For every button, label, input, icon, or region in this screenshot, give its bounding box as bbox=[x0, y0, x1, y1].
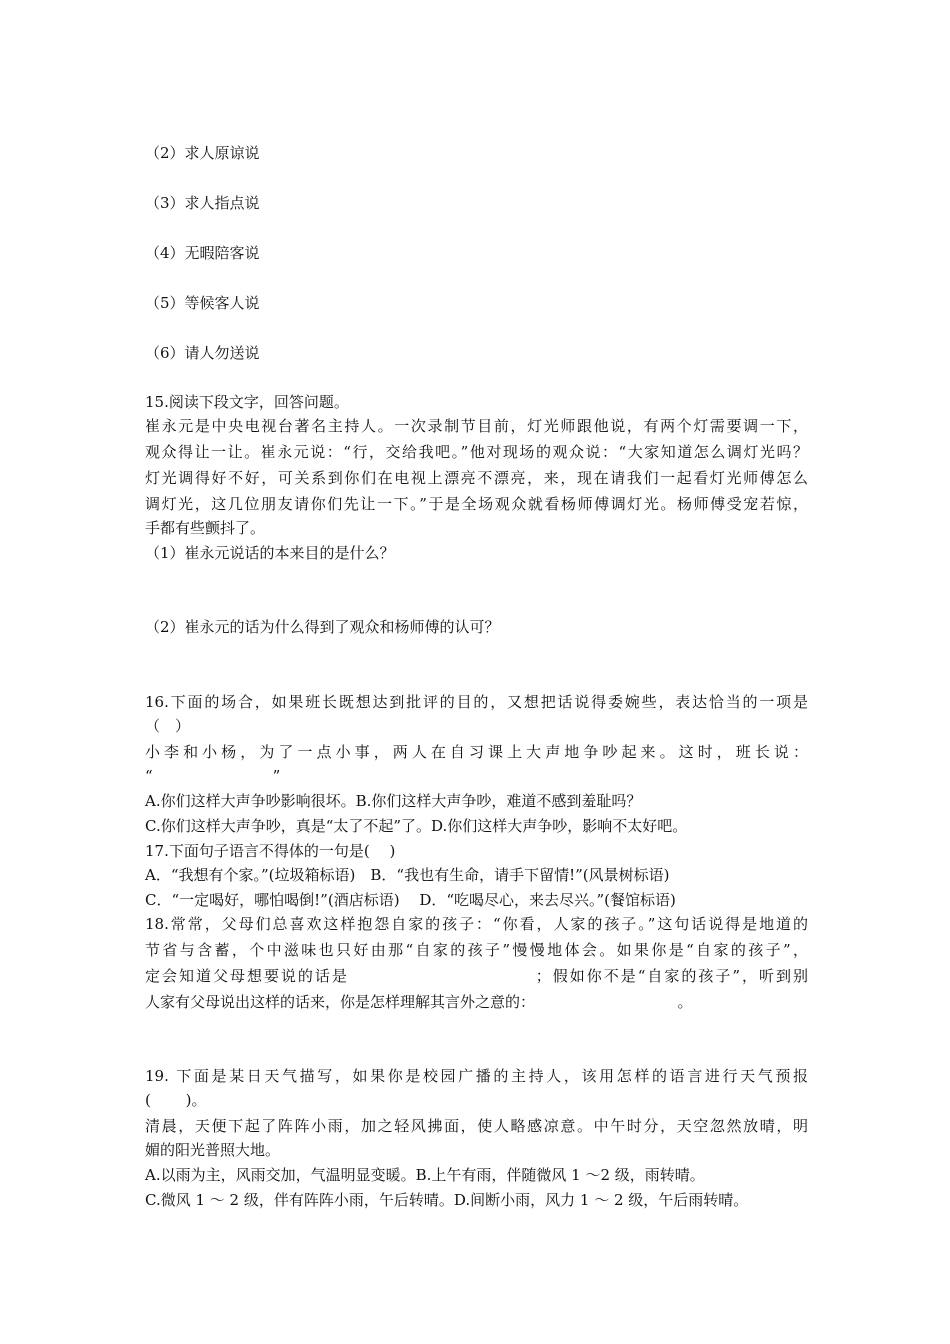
q18-line: 人家有父母说出这样的话来，你是怎样理解其言外之意的： 。 bbox=[145, 993, 693, 1011]
q15-sub-question-2: （2）崔永元的话为什么得到了观众和杨师傅的认可？ bbox=[145, 618, 500, 636]
q16-context: 小李和小杨，为了一点小事，两人在自习课上大声地争吵起来。这时，班长说： bbox=[145, 743, 808, 761]
q14-item-3: （3）求人指点说 bbox=[145, 194, 260, 212]
q17-stem: 17.下面句子语言不得体的一句是( ) bbox=[145, 842, 396, 860]
q17-options-ab: A．“我想有个家。”(垃圾箱标语) B．“我也有生命，请手下留情!”(风景树标语) bbox=[145, 866, 670, 884]
q19-options-ab: A.以雨为主，风雨交加，气温明显变暖。B.上午有雨，伴随微风 1 ～2 级，雨转晴。 bbox=[145, 1166, 705, 1184]
q15-passage-line: 崔永元是中央电视台著名主持人。一次录制节目前，灯光师跟他说，有两个灯需要调一下， bbox=[145, 417, 808, 435]
q15-passage-line: 观众得让一让。崔永元说：“行，交给我吧。”他对现场的观众说：“大家知道怎么调灯光吗？ bbox=[145, 443, 808, 461]
q16-options-ab: A.你们这样大声争吵影响很坏。B.你们这样大声争吵，难道不感到羞耻吗？ bbox=[145, 792, 642, 810]
q19-passage: 媚的阳光普照大地。 bbox=[145, 1141, 281, 1159]
q14-item-2: （2）求人原谅说 bbox=[145, 144, 260, 162]
q15-passage-line: 灯光调得好不好，可关系到你们在电视上漂亮不漂亮，来，现在请我们一起看灯光师傅怎么 bbox=[145, 469, 808, 487]
q17-options-cd: C．“一定喝好，哪怕喝倒!”(酒店标语) D．“吃喝尽心，来去尽兴。”(餐馆标语) bbox=[145, 891, 676, 909]
q19-passage: 清晨，天便下起了阵阵小雨，加之轻风拂面，使人略感凉意。中午时分，天空忽然放晴，明 bbox=[145, 1117, 808, 1135]
q18-line: 18.常常，父母们总喜欢这样抱怨自家的孩子：“你看，人家的孩子。”这句话说得是地道的 bbox=[145, 915, 808, 933]
q18-line: 节省与含蓄，个中滋味也只好由那“自家的孩子”慢慢地体会。如果你是“自家的孩子”， bbox=[145, 941, 808, 959]
q15-sub-question-1: （1）崔永元说话的本来目的是什么？ bbox=[145, 544, 395, 562]
q19-answer-bracket: ( )。 bbox=[145, 1091, 207, 1109]
q16-answer-bracket: （ ） bbox=[145, 717, 191, 735]
q16-quote-blank: “ ” bbox=[145, 767, 281, 785]
q15-passage-line: 手都有些颤抖了。 bbox=[145, 519, 266, 537]
q15-passage-line: 调灯光，这几位朋友请你们先让一下。”于是全场观众就看杨师傅调灯光。杨师傅受宠若惊， bbox=[145, 495, 808, 513]
q14-item-5: （5）等候客人说 bbox=[145, 294, 260, 312]
q16-options-cd: C.你们这样大声争吵，真是“太了不起”了。D.你们这样大声争吵，影响不太好吧。 bbox=[145, 817, 688, 835]
q14-item-4: （4）无暇陪客说 bbox=[145, 244, 260, 262]
q14-item-6: （6）请人勿送说 bbox=[145, 344, 260, 362]
q15-title: 15.阅读下段文字，回答问题。 bbox=[145, 393, 349, 411]
q19-stem: 19. 下面是某日天气描写，如果你是校园广播的主持人，该用怎样的语言进行天气预报 bbox=[145, 1067, 808, 1085]
q19-options-cd: C.微风 1 ～ 2 级，伴有阵阵小雨，午后转晴。D.间断小雨，风力 1 ～ 2 级，午后雨转晴。 bbox=[145, 1191, 749, 1209]
q16-stem: 16.下面的场合，如果班长既想达到批评的目的，又想把话说得委婉些，表达恰当的一项是 bbox=[145, 693, 808, 711]
q18-line: 定会知道父母想要说的话是 ；假如你不是“自家的孩子”，听到别 bbox=[145, 967, 808, 985]
